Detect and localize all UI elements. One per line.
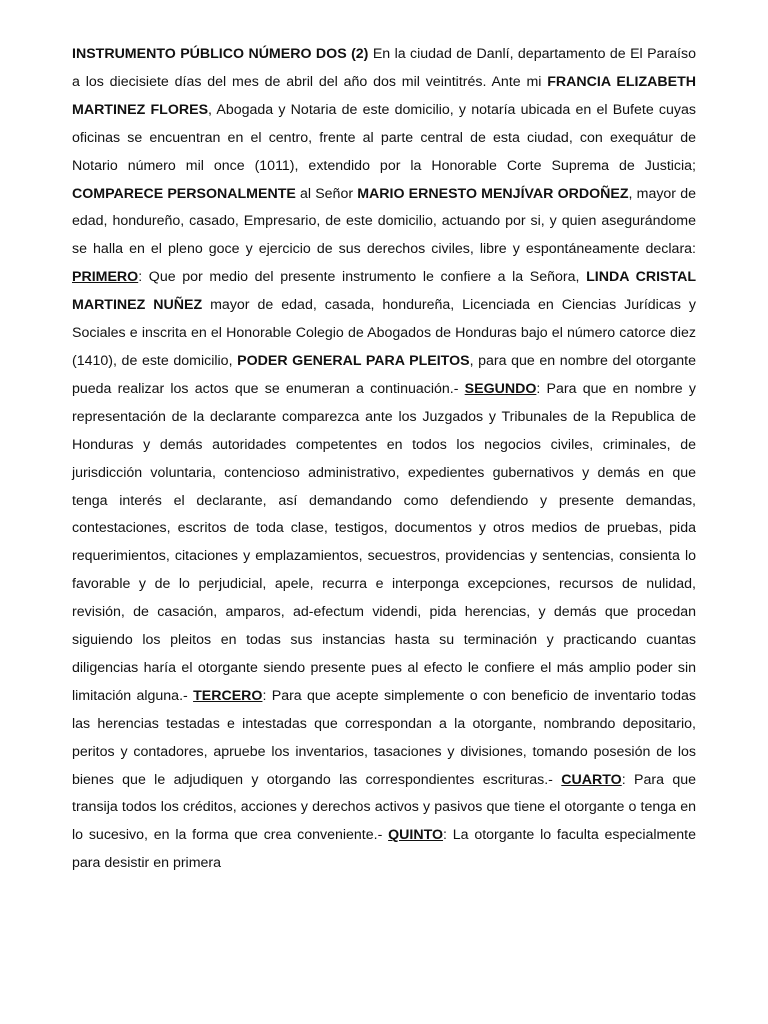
text-segment: : Para que transija todos los créditos, acciones y derechos activos y pasivos que tiene el otorgante o tenga en lo sucesivo, en la forma que crea conveniente.- (72, 771, 696, 844)
power-type: PODER GENERAL PARA PLEITOS (237, 352, 470, 369)
text-segment: mayor de edad, casada, hondureña, Licenciada en Ciencias Jurídicas y Sociales e inscrita en el Honorable Colegio de Abogados de Honduras bajo el número catorce diez (1410), de este domicilio, (72, 297, 696, 369)
notary-name: FRANCIA ELIZABETH MARTINEZ FLORES (72, 73, 696, 118)
clause-quinto: QUINTO (388, 827, 444, 844)
text-segment: : La otorgante lo faculta especialmente para desistir en primera (72, 827, 696, 872)
grantor-name: MARIO ERNESTO MENJÍVAR ORDOÑEZ (357, 185, 629, 202)
instrument-heading: INSTRUMENTO PÚBLICO NÚMERO DOS (2) (72, 46, 369, 62)
comparece-heading: COMPARECE PERSONALMENTE (72, 185, 296, 202)
text-segment: , para que en nombre del otorgante pueda realizar los actos que se enumeran a continuación.- (72, 352, 697, 397)
attorney-name: LINDA CRISTAL MARTINEZ NUÑEZ (72, 269, 696, 314)
text-segment: al Señor (295, 185, 358, 202)
clause-segundo: SEGUNDO (464, 380, 537, 397)
text-segment: En la ciudad de Danlí, departamento de El Paraíso a los diecisiete días del mes de abril del año dos mil veintitrés. Ante mi (72, 46, 696, 90)
clause-primero: PRIMERO (72, 269, 139, 286)
text-segment: : Que por medio del presente instrumento le confiere a la Señora, (138, 269, 587, 286)
text-segment: : Para que en nombre y representación de la declarante comparezca ante los Juzgados y Tribunales de la Republica de Honduras y demás autoridades competentes en todos los negocios civiles, criminales, de jurisdicción voluntaria, contencioso administrativo, expedientes gubernativos y demás en que tenga interés el declarante, así demandando como defendiendo y presente demandas, contestaciones, escritos de toda clase, testigos, documentos y otros medios de pruebas, pida requerimientos, citaciones y emplazamientos, secuestros, providencias y sentencias, consienta lo favorable y de lo perjudicial, apele, recurra e interponga excepciones, recursos de nulidad, revisión, de casación, amparos, ad-efectum videndi, pida herencias, y demás que procedan siguiendo los pleitos en todas sus instancias hasta su terminación y practicando cuantas diligencias haría el otorgante siendo presente pues al efecto le confiere el más amplio poder sin limitación alguna.- (72, 380, 696, 704)
clause-cuarto: CUARTO (561, 771, 622, 788)
text-segment: , mayor de edad, hondureño, casado, Empresario, de este domicilio, actuando por si, y quien asegurándome se halla en el pleno goce y ejercicio de sus derechos civiles, libre y espontáneamente declara: (72, 185, 696, 258)
text-segment: : Para que acepte simplemente o con beneficio de inventario todas las herencias testadas e intestadas que correspondan a la otorgante, nombrando depositario, peritos y contadores, apruebe los inventarios, tasaciones y divisiones, tomando posesión de los bienes que le adjudiquen y otorgando las correspondientes escrituras.- (72, 687, 696, 788)
text-segment: , Abogada y Notaria de este domicilio, y notaría ubicada en el Bufete cuyas oficinas se encuentran en el centro, frente al parte central de esta ciudad, con exequátur de Notario número mil once (1011), extendido por la Honorable Corte Suprema de Justicia; (72, 101, 696, 174)
document-paragraph (72, 41, 696, 878)
document-body (72, 41, 696, 878)
clause-tercero: TERCERO (193, 687, 263, 704)
